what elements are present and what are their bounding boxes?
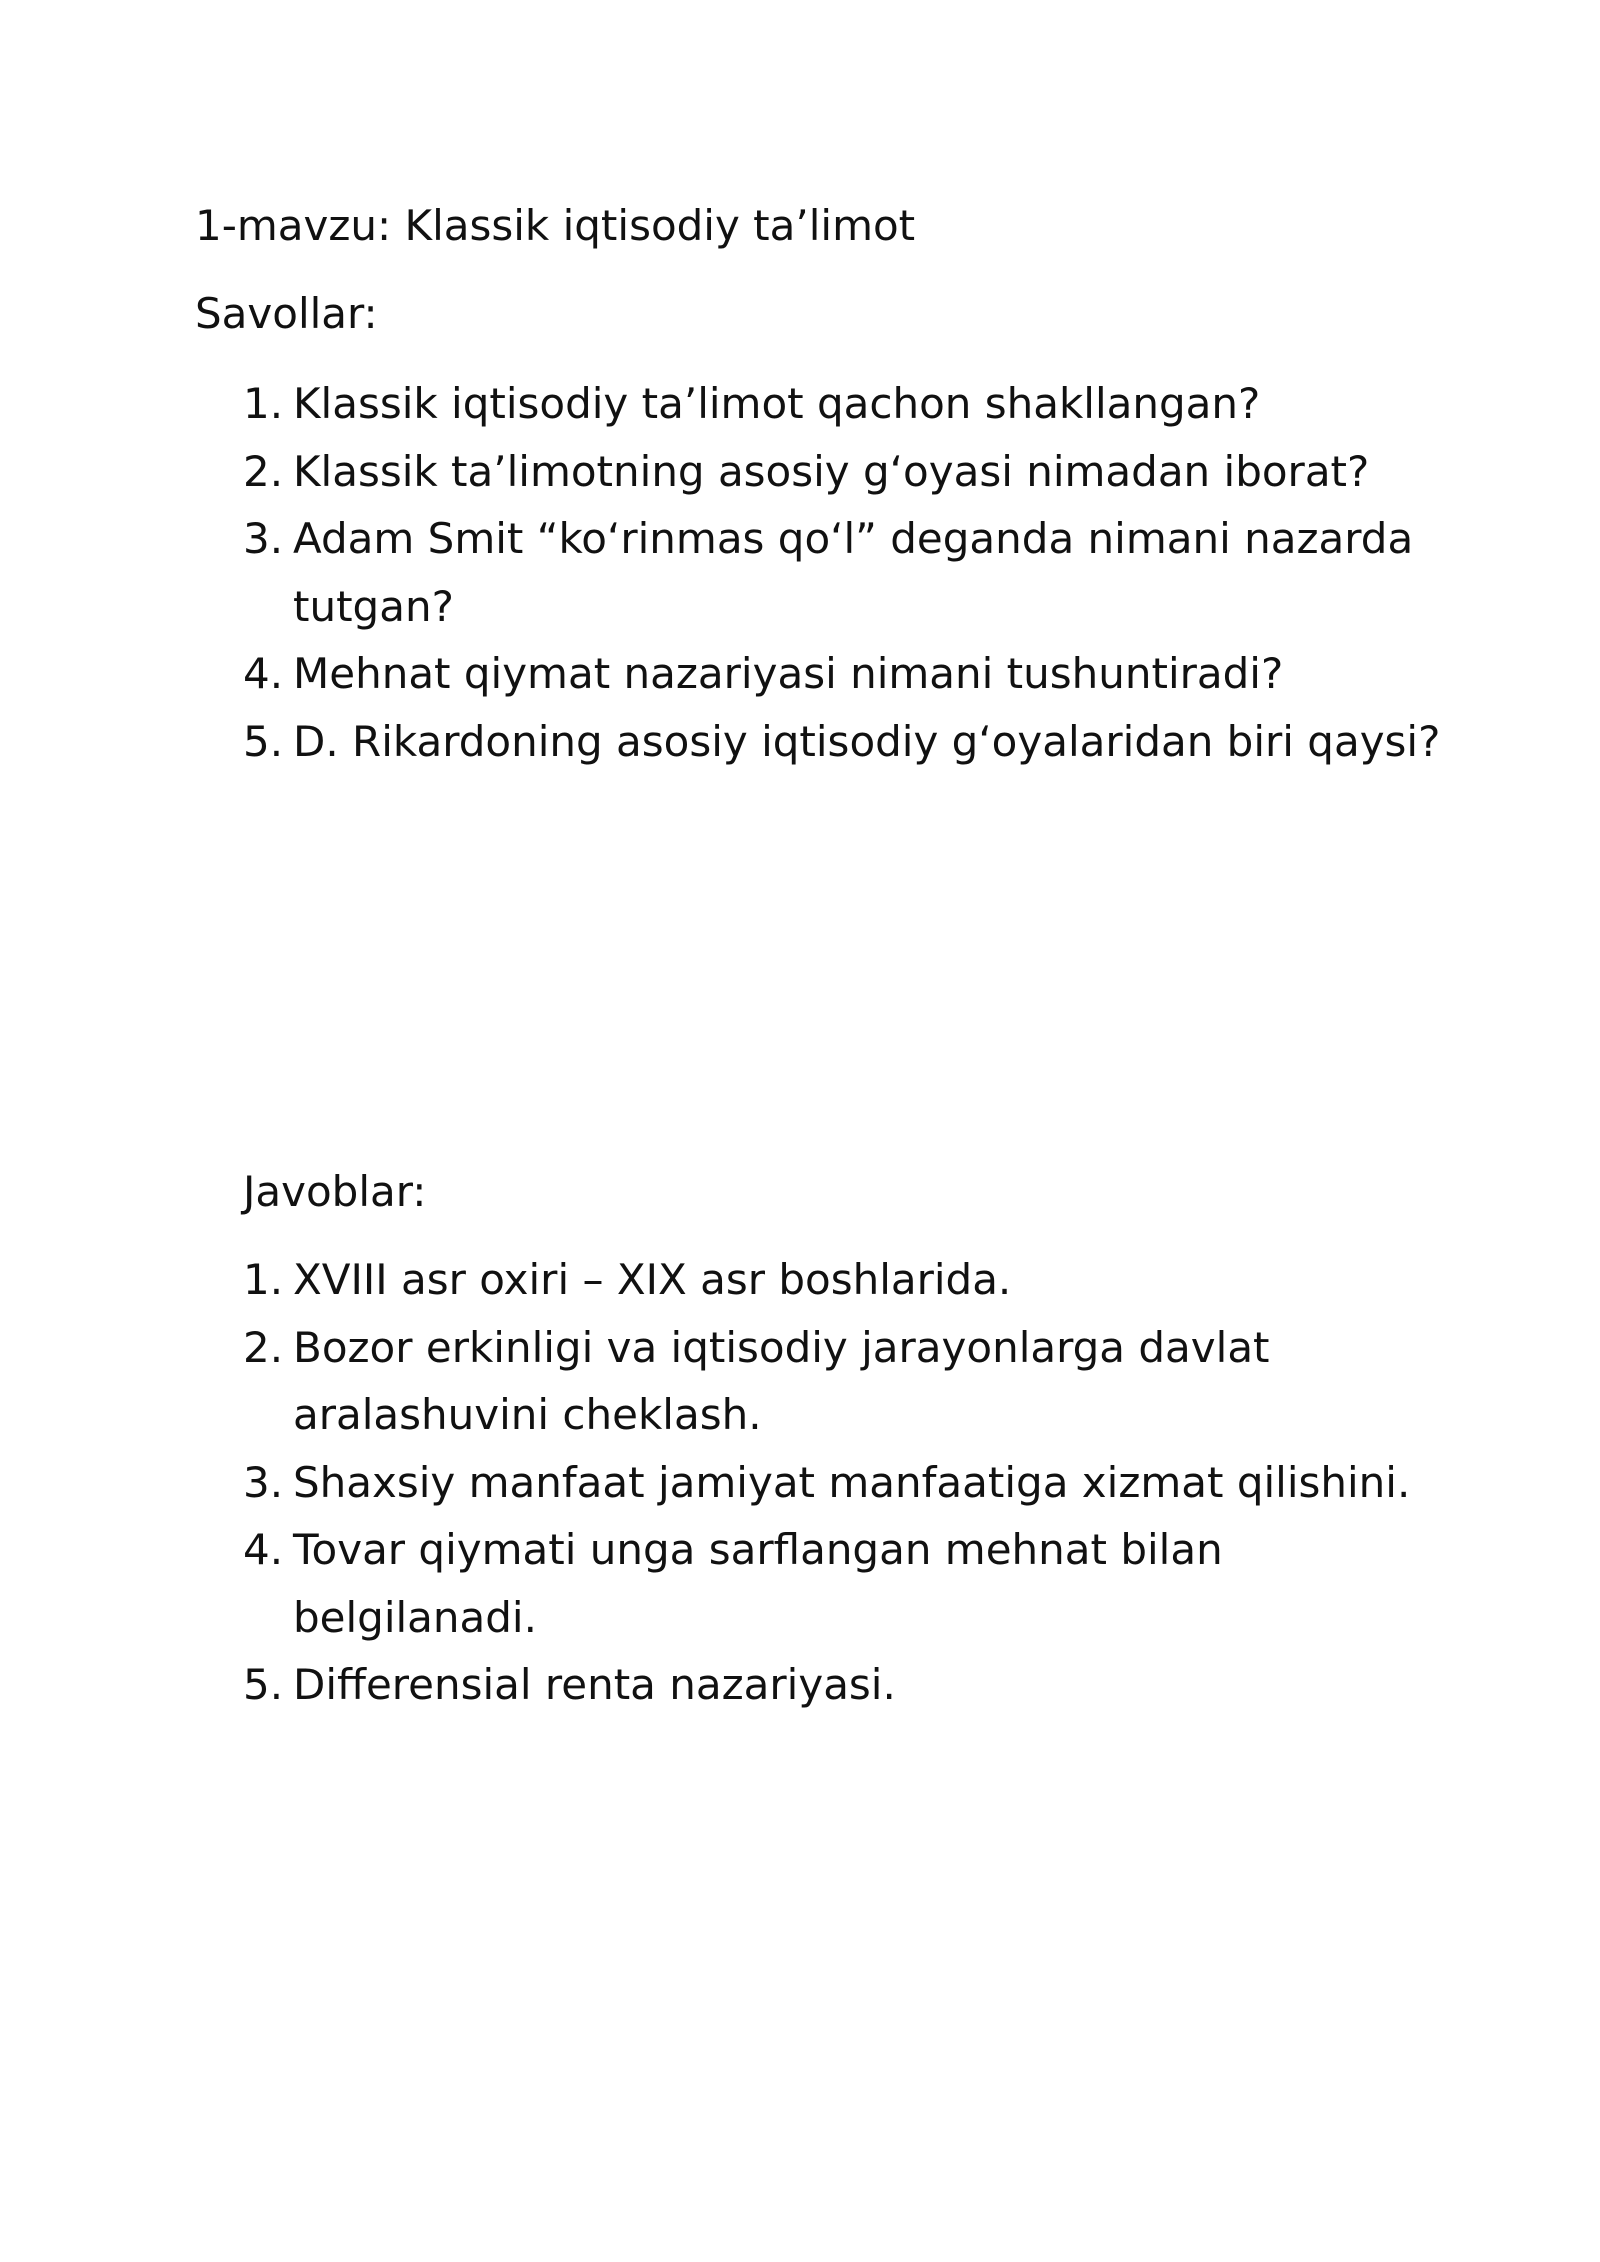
question-item	[243, 370, 1443, 438]
answers-heading: Javoblar:	[243, 1167, 427, 1216]
question-number: 1.	[243, 379, 284, 428]
question-text: Klassik iqtisodiy ta’limot qachon shakllangan?	[293, 379, 1261, 428]
answer-number: 3.	[243, 1457, 284, 1507]
answer-number: 2.	[243, 1322, 284, 1372]
question-number: 4.	[243, 649, 284, 698]
question-text: Klassik ta’limotning asosiy g‘oyasi nimadan iborat?	[293, 446, 1370, 496]
question-item	[243, 640, 1443, 708]
question-text: Adam Smit “ko‘rinmas qo‘l” deganda nimani nazarda tutgan?	[293, 514, 1414, 631]
question-number: 3.	[243, 514, 284, 563]
answer-item	[243, 1246, 1443, 1314]
answer-item	[243, 1314, 1443, 1449]
answer-item	[243, 1516, 1443, 1651]
answer-item	[243, 1449, 1443, 1517]
answer-text: XVIII asr oxiri – XIX asr boshlarida.	[293, 1255, 1012, 1304]
question-item	[243, 708, 1443, 776]
question-text: D. Rikardoning asosiy iqtisodiy g‘oyalaridan biri qaysi?	[293, 716, 1441, 766]
answer-text: Tovar qiymati unga sarflangan mehnat bilan belgilanadi.	[293, 1525, 1223, 1642]
answer-text: Shaxsiy manfaat jamiyat manfaatiga xizmat qilishini.	[293, 1457, 1411, 1507]
question-item	[243, 505, 1443, 640]
answer-text: Bozor erkinligi va iqtisodiy jarayonlarga davlat aralashuvini cheklash.	[293, 1322, 1270, 1439]
answer-text: Differensial renta nazariyasi.	[293, 1660, 896, 1709]
answer-number: 4.	[243, 1525, 284, 1574]
question-item	[243, 438, 1443, 506]
answer-number: 5.	[243, 1660, 284, 1709]
question-number: 5.	[243, 716, 284, 766]
questions-heading: Savollar:	[195, 289, 378, 338]
answers-list	[243, 1246, 1443, 1719]
document-title: 1-mavzu: Klassik iqtisodiy ta’limot	[195, 201, 916, 250]
questions-list	[243, 370, 1443, 775]
answer-item	[243, 1651, 1443, 1719]
question-number: 2.	[243, 446, 284, 496]
answer-number: 1.	[243, 1255, 284, 1304]
question-text: Mehnat qiymat nazariyasi nimani tushuntiradi?	[293, 649, 1284, 698]
